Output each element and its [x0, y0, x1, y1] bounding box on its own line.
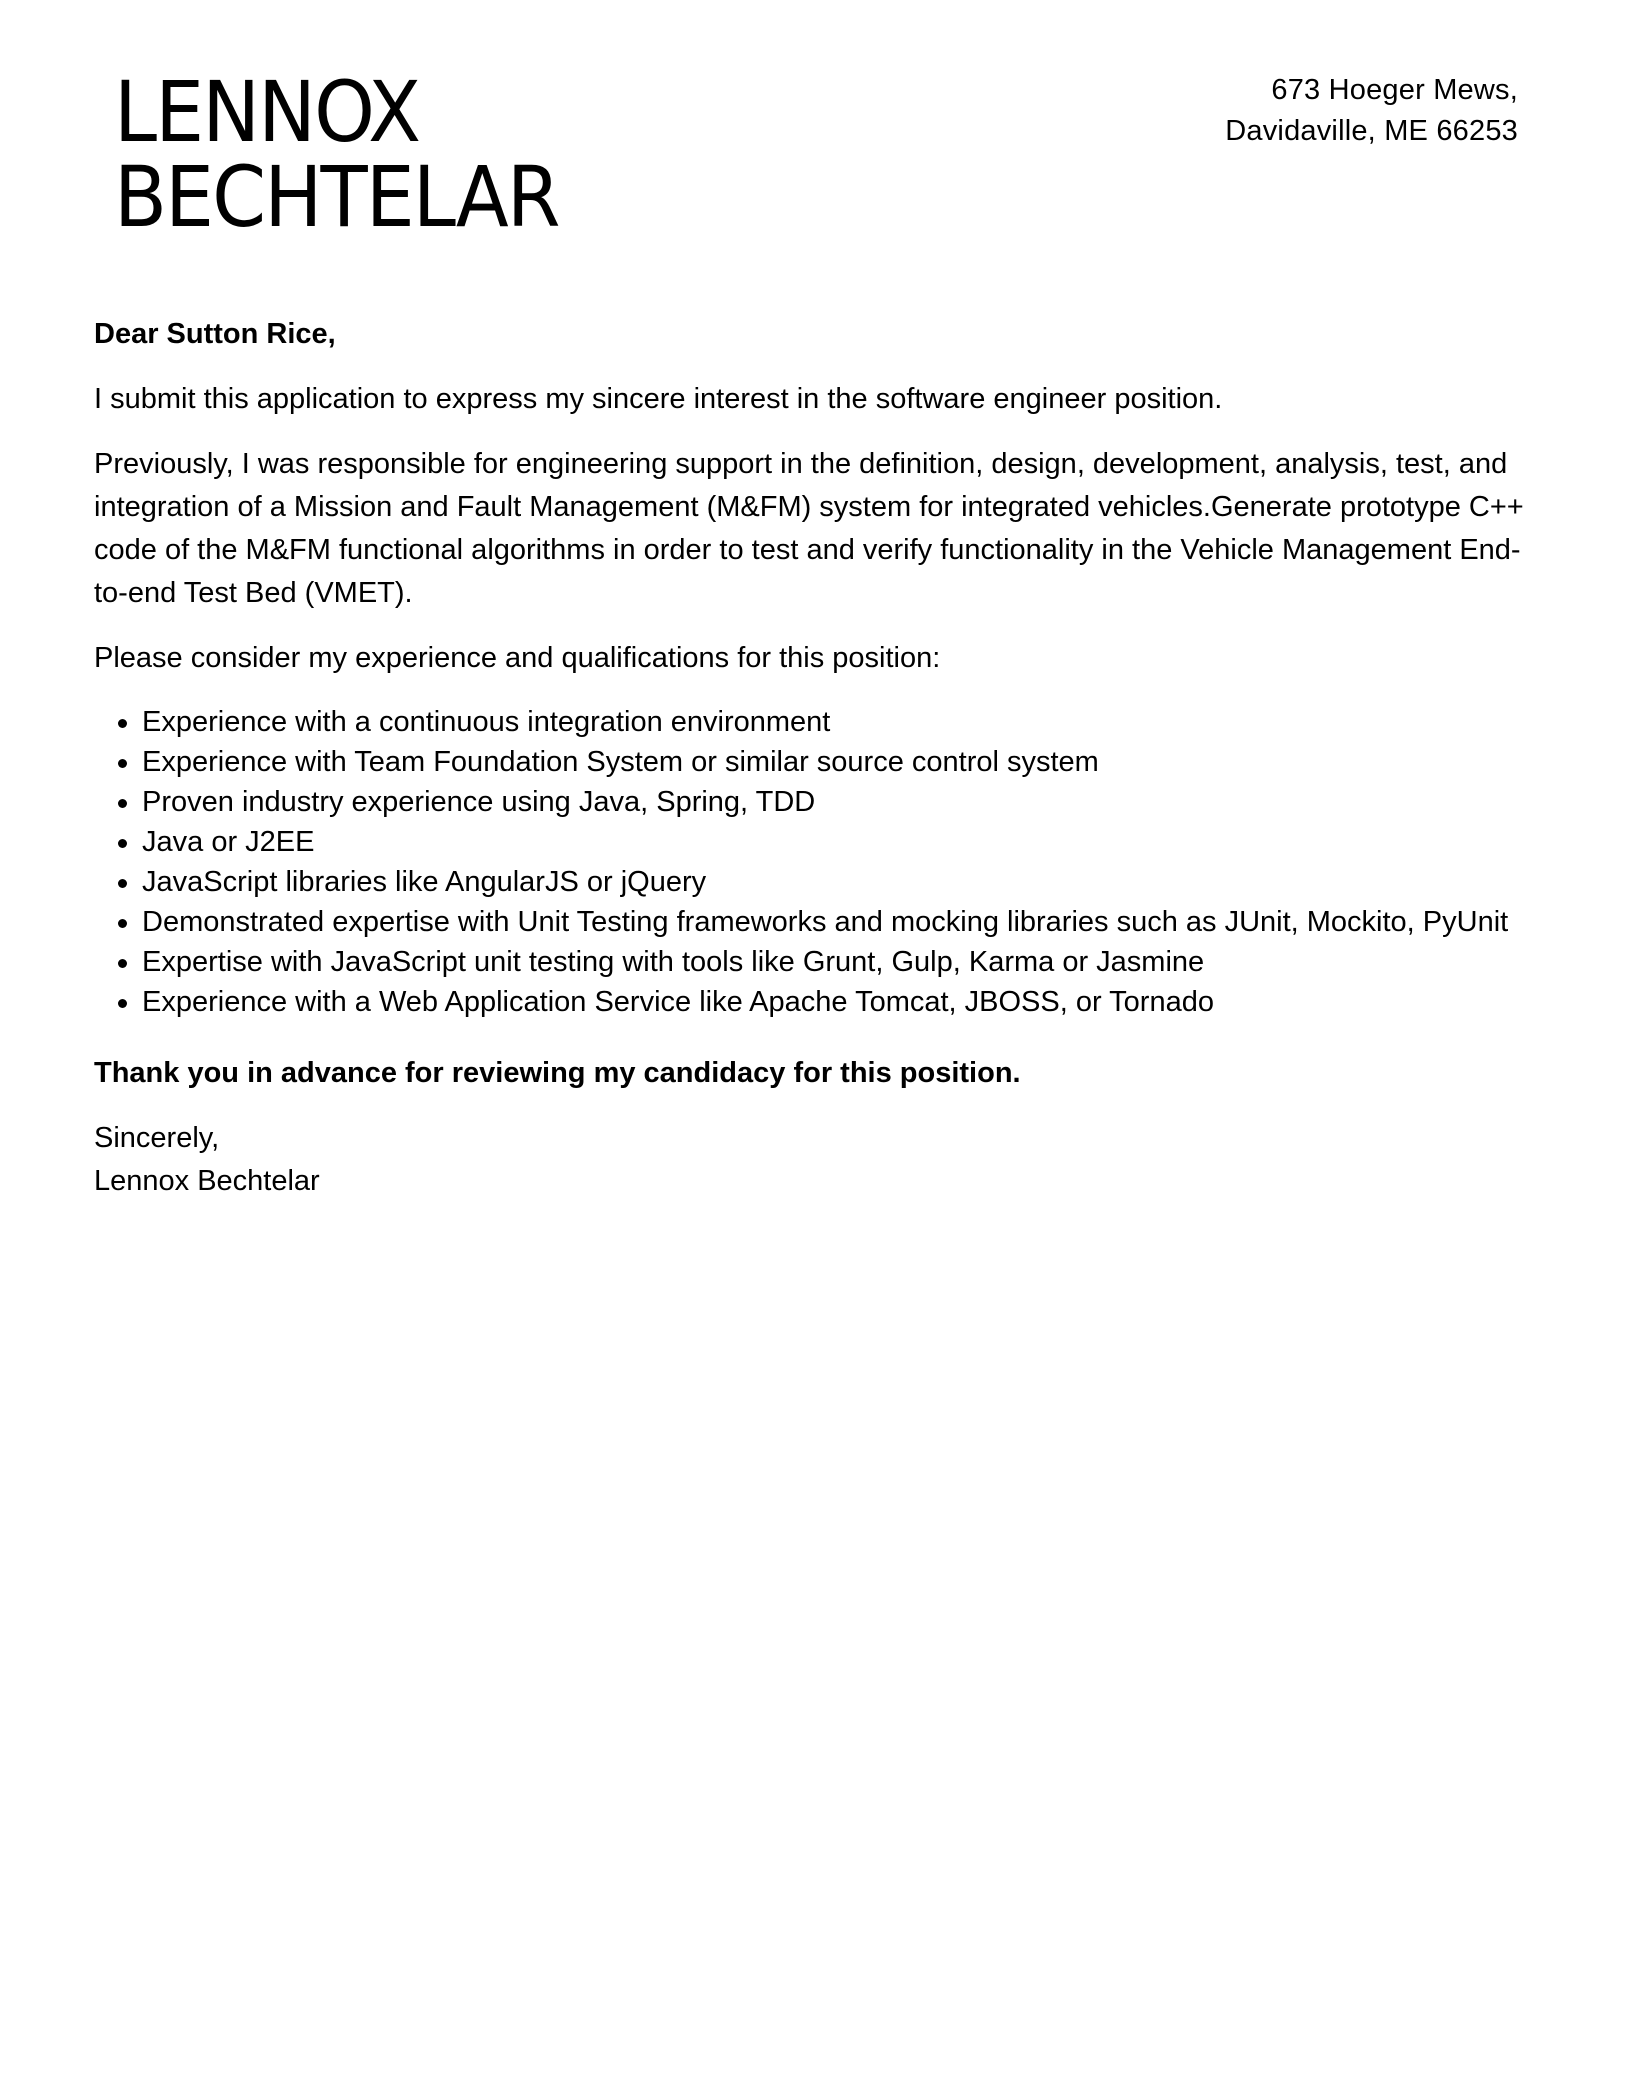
qualification-text: Experience with a Web Application Service like Apache Tomcat, JBOSS, or Tornado: [142, 986, 1214, 1018]
bullet-icon: [118, 719, 127, 728]
signoff-block: [94, 1117, 1544, 1203]
bullet-icon: [118, 759, 127, 768]
qualification-item: [94, 822, 1544, 862]
qualification-item: [94, 742, 1544, 782]
bullet-icon: [118, 919, 127, 928]
qualifications-intro: Please consider my experience and qualifications for this position:: [94, 642, 941, 674]
address-city-state-zip: Davidaville, ME 66253: [1225, 115, 1518, 147]
bullet-icon: [118, 959, 127, 968]
qualification-text: Demonstrated expertise with Unit Testing frameworks and mocking libraries such as JUnit, Mockito, PyUnit: [142, 906, 1509, 938]
experience-paragraph: Previously, I was responsible for engineering support in the definition, design, development, analysis, test, and integration of a Mission and Fault Management (M&FM) system for integrated vehicles.Generate prototype C++ code of the M&FM functional algorithms in order to test and verify functionality in the Vehicle Management End-to-end Test Bed (VMET).: [94, 448, 1524, 609]
closing-statement: Thank you in advance for reviewing my candidacy for this position.: [94, 1057, 1021, 1089]
qualification-text: Expertise with JavaScript unit testing with tools like Grunt, Gulp, Karma or Jasmine: [142, 946, 1205, 978]
applicant-address: [1225, 70, 1518, 152]
bullet-icon: [118, 799, 127, 808]
signoff: Sincerely,: [94, 1122, 220, 1154]
qualification-item: [94, 942, 1544, 982]
qualification-text: JavaScript libraries like AngularJS or jQuery: [142, 866, 707, 898]
applicant-first-name: LENNOX: [114, 63, 420, 161]
bullet-icon: [118, 999, 127, 1008]
qualification-item: [94, 982, 1544, 1022]
qualification-item: [94, 902, 1544, 942]
bullet-icon: [118, 839, 127, 848]
qualification-item: [94, 782, 1544, 822]
bullet-icon: [118, 879, 127, 888]
qualification-text: Java or J2EE: [142, 826, 315, 858]
qualification-text: Experience with a continuous integration environment: [142, 706, 831, 738]
qualification-item: [94, 702, 1544, 742]
qualification-text: Experience with Team Foundation System or similar source control system: [142, 746, 1099, 778]
address-street: 673 Hoeger Mews,: [1271, 74, 1518, 106]
qualification-item: [94, 862, 1544, 902]
signature-name: Lennox Bechtelar: [94, 1165, 320, 1197]
qualifications-list: [94, 702, 1544, 1022]
applicant-last-name: BECHTELAR: [114, 148, 559, 246]
salutation: Dear Sutton Rice,: [94, 318, 336, 350]
letter-body: [94, 313, 1544, 1203]
applicant-name-heading: [114, 63, 559, 246]
qualification-text: Proven industry experience using Java, Spring, TDD: [142, 786, 816, 818]
intro-paragraph: I submit this application to express my sincere interest in the software engineer position.: [94, 383, 1223, 415]
